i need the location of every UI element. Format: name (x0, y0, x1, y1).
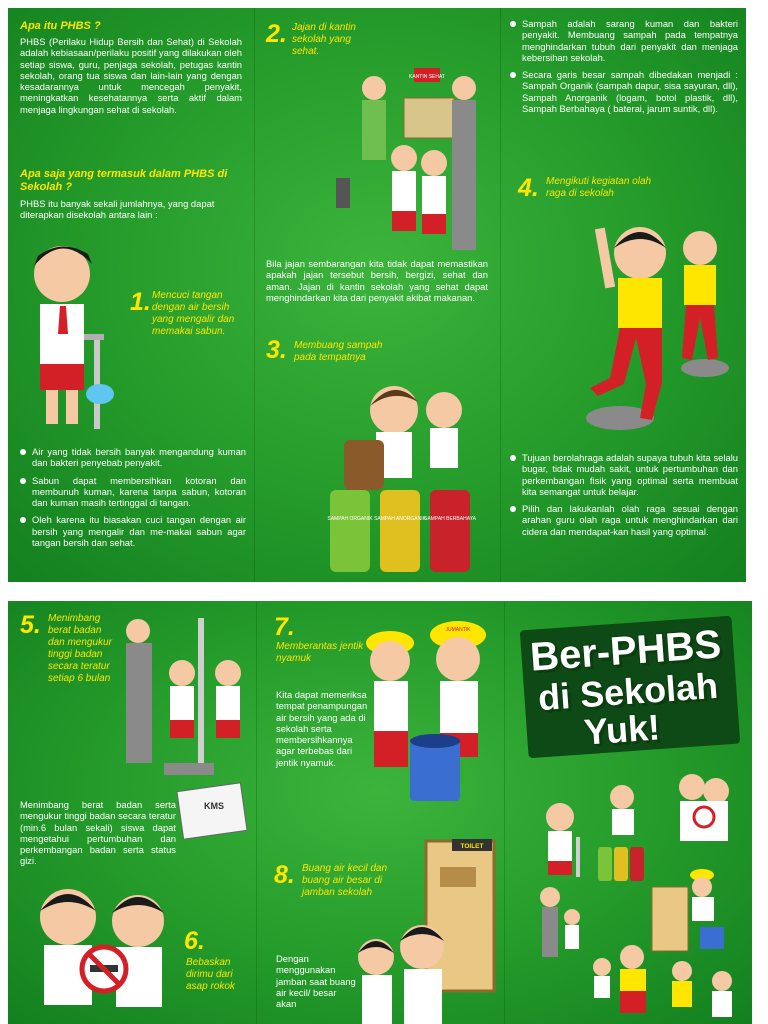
step3-number: 3. (266, 336, 287, 364)
boy-shirt (618, 278, 662, 328)
sport-bullets (510, 452, 738, 543)
step5-number: 5. (20, 611, 41, 639)
toilet-illustration (354, 837, 500, 1024)
cover-title-line1: Ber-PHBS (528, 622, 723, 680)
canteen-text: Bila jajan sembarangan kita tidak dapat memastikan apakah jajan tersebut bersih, bergizi, sehat dan aman. Jajan di kantin sekolah yang sehat dapat menghindarkan kita dari penyakit akibat makanan. (266, 258, 488, 303)
panel-phbs-intro (8, 8, 254, 582)
brochure-outside (8, 8, 746, 582)
girl-head (370, 641, 410, 681)
kms-label: KMS (204, 801, 224, 811)
list-item: Sampah adalah sarang kuman dan bakteri penyakit. Membuang sampah pada tempatnya menghindarkan tubuh dari penyakit dan menjaga kebersihan sekolah. (510, 18, 738, 63)
brochure-inside (8, 601, 752, 1024)
mosquito-text: Kita dapat memeriksa tempat penampungan air bersih yang ada di sekolah serta membersihkannya agar terbebas dari jentik nyamuk. (276, 689, 368, 768)
girl-head (683, 231, 717, 265)
girl-head (215, 660, 241, 686)
bin-label: SAMPAH BERBAHAYA (424, 516, 476, 522)
step6-label: Bebaskan dirimu dari asap rokok (186, 957, 235, 992)
step1-number: 1. (130, 288, 151, 316)
girl-head (426, 392, 462, 428)
list-item: Sabun dapat membersihkan kotoran dan membunuh kuman, karena tanpa sabun, kotoran dan kuman masih tertinggal di tangan. (20, 475, 246, 509)
panel-canteen-waste (254, 8, 500, 582)
list-item: Oleh karena itu biasakan cuci tangan dengan air bersih yang mengalir dan me-makai sabun agar tangan bersih dan sehat. (20, 514, 246, 548)
boy-head (391, 145, 417, 171)
faucet-pipe (94, 334, 100, 429)
bin-label: SAMPAH ORGANIK (327, 516, 373, 522)
step4-label: Mengikuti kegiatan olah raga di sekolah (546, 176, 652, 199)
list-item: Pilih dan lakukanlah olah raga sesuai dengan arahan guru olah raga untuk menghindarkan dari cidera dan mendapat-kan hasil yang optimal. (510, 503, 738, 537)
teacher-head (126, 619, 150, 643)
no-smoking-illustration (28, 877, 178, 1024)
weighing-text: Menimbang berat badan serta mengukur tinggi badan secara teratur (min.6 bulan sekali) siswa dapat mengetahui pertumbuhan dan perkembangan badan serta status gizi. (20, 799, 176, 867)
boy-head (169, 660, 195, 686)
toilet-sign: TOILET (460, 843, 484, 850)
cover-title-line3: Yuk! (582, 706, 662, 753)
step8-number: 8. (274, 861, 295, 889)
canteen-worker-apron (362, 100, 386, 160)
boy-head (436, 637, 480, 681)
exercise-illustration (570, 208, 740, 438)
step3-label: Membuang sampah pada tempatnya (294, 340, 383, 363)
list-item: Tujuan berolahraga adalah supaya tubuh kita selalu bugar, tidak mudah sakit, untuk pertumbuhan dan perkembangan fisik yang optimal serta membuat kita semangat untuk belajar. (510, 452, 738, 497)
handwash-bullets (20, 446, 246, 554)
step7-number: 7. (274, 613, 295, 641)
waste-bullets (510, 18, 738, 120)
step2-number: 2. (266, 20, 287, 48)
panel-waste-sport (500, 8, 746, 582)
phbs-scope-text: PHBS itu banyak sekali jumlahnya, yang dapat diterapkan disekolah antara lain : (20, 198, 215, 221)
list-item: Secara garis besar sampah dibedakan menjadi : Sampah Organik (sampah dapur, sisa sayuran, dll), Sampah Anorganik (logam, botol plastik, dll), Sampah Berbahaya ( baterai, jarum suntik, dll). (510, 69, 738, 114)
weighing-illustration (118, 613, 250, 783)
bin-label: SAMPAH ANORGANIK (374, 516, 426, 522)
step5-label: Menimbang berat badan dan mengukur tinggi badan secara teratur setiap 6 bulan (48, 613, 112, 684)
panel-weighing-smoke (8, 601, 256, 1024)
list-item: Air yang tidak bersih banyak mengandung kuman dan bakteri penyebab penyakit. (20, 446, 246, 469)
bin-anorganic (374, 490, 427, 572)
heading-phbs-scope: Apa saja yang termasuk dalam PHBS di Sekolah ? (20, 168, 228, 193)
bin-organic (327, 490, 373, 572)
teacher-head (452, 76, 476, 100)
panel-mosquito-toilet (256, 601, 504, 1024)
teacher-body (452, 100, 476, 250)
water-splash (86, 384, 114, 404)
water-barrel (410, 741, 460, 801)
cover-title-line2: di Sekolah (536, 664, 720, 719)
toilet-door (426, 841, 494, 991)
height-pole (198, 618, 204, 768)
heading-what-is-phbs: Apa itu PHBS ? (20, 20, 101, 32)
step1-label: Mencuci tangan dengan air bersih yang mengalir dan memakai sabun. (152, 290, 235, 337)
bin-dangerous (424, 490, 477, 572)
trash-bag (344, 440, 384, 490)
scale (164, 763, 214, 775)
step7-label: Memberantas jentik nyamuk (276, 641, 364, 664)
canteen-illustration (334, 58, 494, 258)
kantin-sign: KANTIN SEHAT (408, 74, 446, 80)
toilet-text: Dengan menggunakan jamban saat buang air kecil/ besar akan (276, 953, 356, 1010)
handwash-illustration (22, 234, 132, 434)
no-smoking-icon (694, 807, 714, 827)
mosquito-check-illustration (360, 611, 500, 811)
step6-number: 6. (184, 927, 205, 955)
step8-label: Buang air kecil dan buang air besar di jamban sekolah (302, 863, 388, 898)
faucet-head (84, 334, 104, 340)
canteen-worker-head (362, 76, 386, 100)
canteen-counter (404, 98, 454, 138)
child-head (546, 803, 574, 831)
step2-label: Jajan di kantin sekolah yang sehat. (292, 22, 356, 57)
trash-can (336, 178, 350, 208)
phbs-definition: PHBS (Perilaku Hidup Bersih dan Sehat) di Sekolah adalah kebiasaan/perilaku positif yang dilakukan oleh setiap siswa, guru, penjaga sekolah, petugas kantin sekolah, orang tua siswa dan lain-lain yang dengan kesadarannya untuk mencegah penyakit, meningkatkan kesehatannya serta aktif dalam menjaga lingkungan sehat di sekolah. (20, 36, 242, 115)
waste-bins-illustration (314, 370, 494, 580)
step4-number: 4. (518, 174, 539, 202)
child-shorts (40, 364, 84, 390)
cover-collage-illustration (532, 767, 744, 1024)
girl-head (421, 150, 447, 176)
hat-label: JUMANTIK (445, 627, 471, 633)
panel-cover (504, 601, 752, 1024)
kms-card-illustration (174, 781, 250, 839)
